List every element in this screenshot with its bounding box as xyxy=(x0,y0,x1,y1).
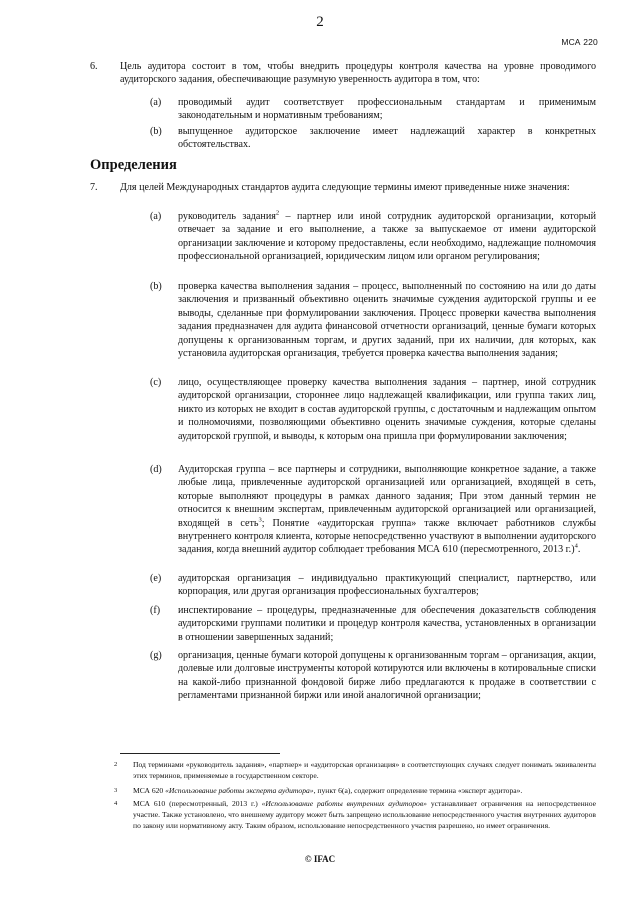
list-item-label: (f) xyxy=(150,605,161,616)
section-heading: Определения xyxy=(90,157,177,173)
page-footer: © IFAC xyxy=(304,854,336,864)
definition-item xyxy=(150,463,596,557)
page-number: 2 xyxy=(316,14,324,30)
footnote xyxy=(114,759,596,781)
definition-item xyxy=(150,572,596,599)
footnote-number: 3 xyxy=(114,787,118,794)
paragraph-7 xyxy=(90,181,596,194)
definition-text: ; Понятие «аудиторская группа» также включает работников службы внутреннего контроля клиента, которые непосредственно участвуют в выполнении аудиторского задания, когда внешний аудитор соблюдает требования МСА 610 (пересмотренного, 2013 г.) xyxy=(178,517,596,556)
list-item-label: (a) xyxy=(150,97,162,108)
paragraph-text: Цель аудитора состоит в том, чтобы внедрить процедуры контроля качества на уровне проводимого аудиторского задания, обеспечивающие разумную уверенность аудитора в том, что: xyxy=(120,61,596,86)
definition-item xyxy=(150,604,596,644)
definition-text: – партнер или иной сотрудник аудиторской организации, который отвечает за задание и его выполнение, а также за выпускаемое от имени аудиторской организации заключение и которому предоставлены, если необходимо, надлежащие полномочия профессиональной организацией, юридическим лицом или органом регулирования; xyxy=(178,211,596,263)
footnote-text: устанавливает ограничения на непосредственное участие. Также установлено, что внешнему аудитору может быть запрещено использование непосредственного участия внутренних аудиторов по закону или нормативному акту. Таким образом, использование непосредственного участия разрешено, но имеет ограничения. xyxy=(133,799,597,830)
definition-text: . xyxy=(577,544,581,556)
definition-text: проверка качества выполнения задания – процесс, выполненный по состоянию на или до даты заключения и призванный объективно оценить значимые суждения аудиторской группы и ее выводы, сделанные при формулировании заключения. Процесс проверки качества выполнения задания предназначен для аудита финансовой отчетности организаций, ценные бумаги которых допущены к организованным торгам, и других заданий, при их наличии, для которых, как установила аудиторская организация, требуется проверка качества выполнения задания; xyxy=(178,281,596,360)
footnote xyxy=(114,798,597,831)
footnote-number: 2 xyxy=(114,761,118,768)
term-text: руководитель задания xyxy=(178,211,276,222)
definition-item xyxy=(150,649,596,703)
list-item-text: выпущенное аудиторское заключение имеет надлежащий характер в конкретных обстоятельствах. xyxy=(178,126,596,151)
definition-text: организация, ценные бумаги которой допущены к организованным торгам – организация, акции, долевые или долговые инструменты которой котируются или включены в котировальные списки на какой-либо признанной фондовой бирже либо предлагаются к продаже в соответствии с регламентами признанной биржи или иной аналогичной организации; xyxy=(178,650,596,702)
paragraph-number: 7. xyxy=(90,182,98,193)
list-item xyxy=(150,96,596,123)
definition-item xyxy=(150,376,596,443)
footnote-title: «Использование работы эксперта аудитора» xyxy=(165,786,314,795)
footnote-ref: 3 xyxy=(258,516,262,524)
paragraph-6 xyxy=(90,60,596,86)
definition-item xyxy=(150,209,596,264)
footnote-text: МСА 620 xyxy=(133,786,166,795)
definition-text: инспектирование – процедуры, предназначенные для обеспечения доказательств соблюдения аудиторскими группами политики и процедур контроля качества, установленных в организации в отношении завершенных заданий; xyxy=(178,605,596,643)
definition-text: аудиторская организация – индивидуально практикующий специалист, партнерство, или корпорация, или другая организация профессиональных бухгалтеров; xyxy=(178,573,596,598)
list-item-label: (a) xyxy=(150,211,162,222)
paragraph-text: Для целей Международных стандартов аудита следующие термины имеют приведенные ниже значения: xyxy=(120,182,570,193)
list-item-label: (b) xyxy=(150,126,162,137)
footnote-text: Под терминами «руководитель задания», «партнер» и «аудиторская организация» в соответствующих случаях следует понимать эквиваленты этих терминов, применяемые в государственном секторе. xyxy=(133,760,596,780)
list-item-label: (b) xyxy=(150,281,162,292)
list-item-text: проводимый аудит соответствует профессиональным стандартам и применимым законодательным и нормативным требованиям; xyxy=(178,97,596,122)
paragraph-number: 6. xyxy=(90,61,98,72)
list-item-label: (g) xyxy=(150,650,162,661)
footnote-text: МСА 610 (пересмотренный, 2013 г.) xyxy=(133,799,262,808)
list-item-label: (d) xyxy=(150,464,162,475)
footnote-ref: 4 xyxy=(574,543,578,551)
standard-code-header: МСА 220 xyxy=(561,37,598,47)
definition-text: лицо, осуществляющее проверку качества выполнения задания – партнер, иной сотрудник аудиторской организации, стороннее лицо надлежащей квалификации, или группа таких лиц, никто из которых не входит в состав аудиторской группы, с достаточным и надлежащим опытом и полномочиями, позволяющими объективно оценить значимые суждения, которые сделаны аудиторской группой, и выводы, к которым она пришла при формулировании заключения; xyxy=(178,377,596,442)
list-item xyxy=(150,125,596,152)
footnote xyxy=(114,785,596,796)
list-item-label: (e) xyxy=(150,573,162,584)
footnote-divider xyxy=(120,753,280,754)
footnote-text: , пункт 6(а), содержит определение термина «эксперт аудитора». xyxy=(313,786,523,795)
definition-text: Аудиторская группа – все партнеры и сотрудники, выполняющие конкретное задание, а также любые лица, привлеченные аудиторской организацией или организацией, входящей в сеть, которые выполняют процедуры в рамках данного задания; При этом данный термин не относится к внешним экспертам, привлеченным аудиторской организацией или организацией, входящей в сеть xyxy=(178,464,596,529)
definition-item xyxy=(150,280,596,360)
footnote-number: 4 xyxy=(114,800,118,807)
footnote-ref: 2 xyxy=(275,209,280,217)
footnote-title: «Использование работы внутренних аудиторов» xyxy=(261,799,427,808)
list-item-label: (c) xyxy=(150,377,162,388)
